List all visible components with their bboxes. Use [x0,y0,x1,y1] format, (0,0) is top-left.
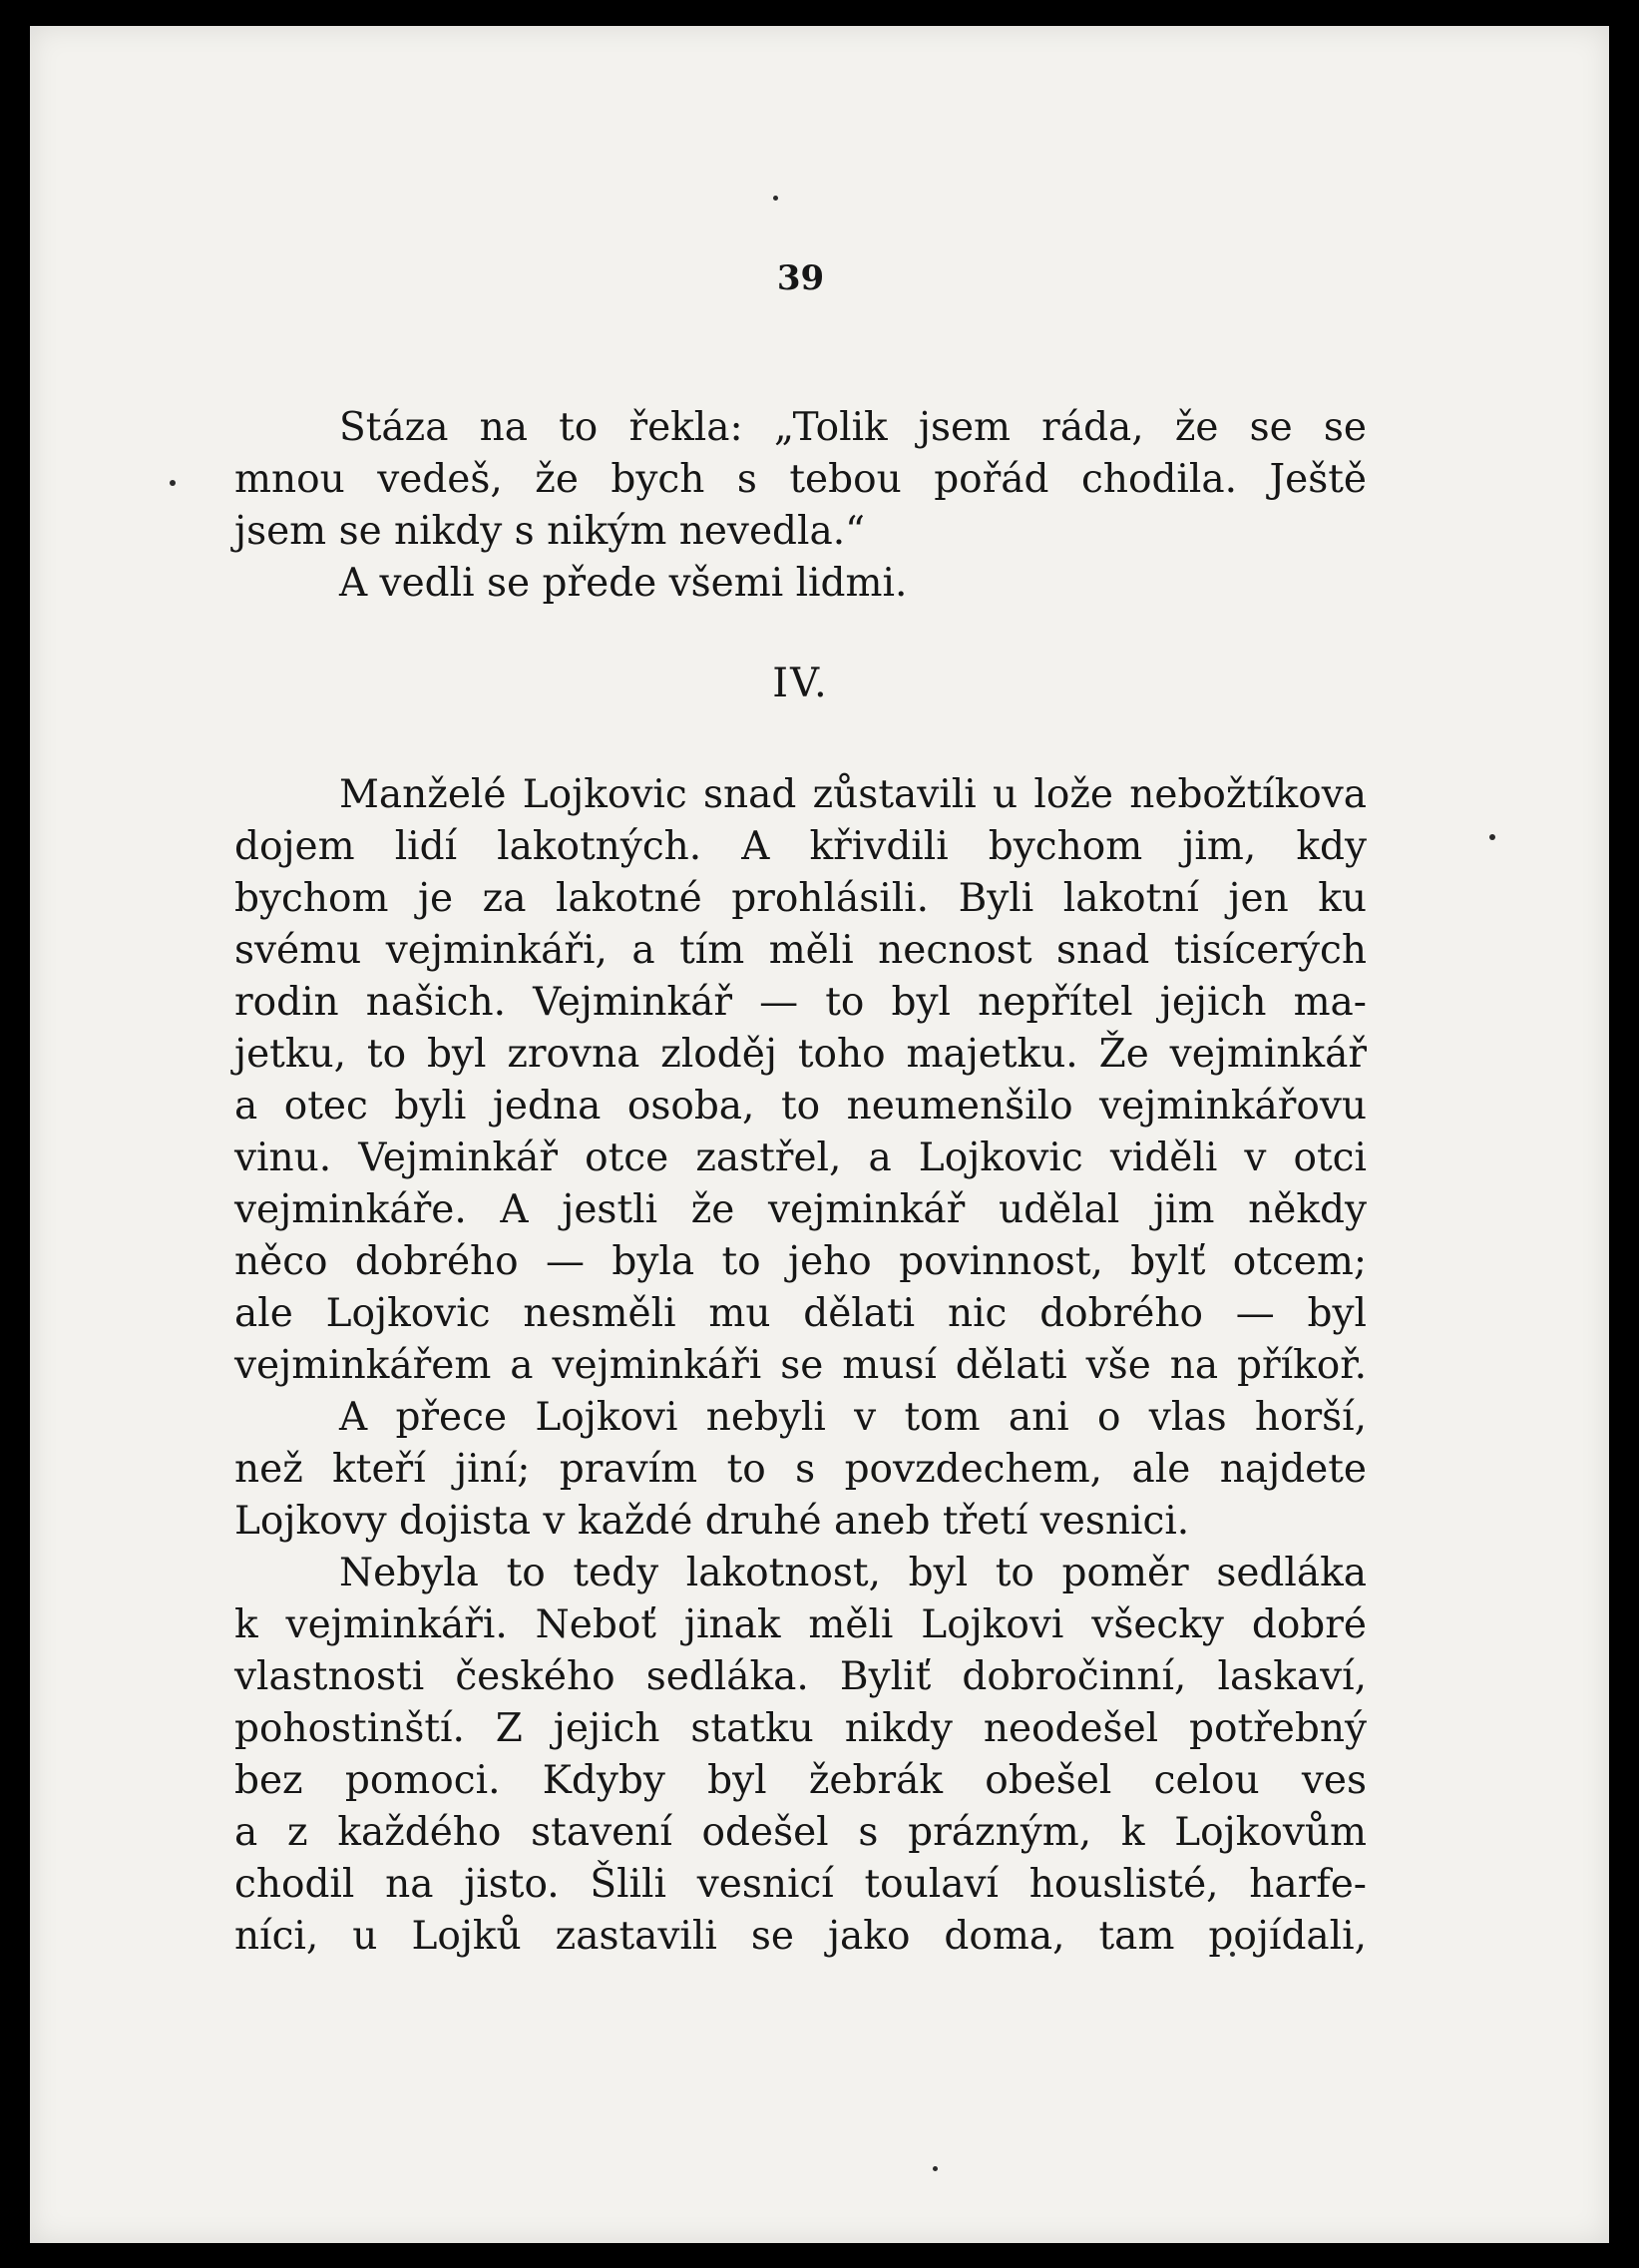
text-line: bychom je za lakotné prohlásili. Byli lakotní jen ku [234,876,1367,921]
paragraph-1 [234,402,1367,558]
text-line: chodil na jisto. Šlili vesnicí toulaví houslisté, harfe- [234,1862,1367,1907]
paragraph-3 [234,769,1367,1392]
chapter-heading: IV. [772,661,829,706]
text-line: A přece Lojkovi nebyli v tom ani o vlas horší, [339,1395,1367,1440]
text-line: vinu. Vejminkář otce zastřel, a Lojkovic viděli v otci [234,1135,1367,1180]
text-line: než kteří jiní; pravím to s povzdechem, ale najdete [234,1447,1367,1492]
ink-speck [170,480,176,486]
text-line: pohostinští. Z jejich statku nikdy neodešel potřebný [234,1706,1367,1751]
text-line: jsem se nikdy s nikým nevedla.“ [234,509,866,554]
text-line: něco dobrého — byla to jeho povinnost, bylť otcem; [234,1239,1367,1284]
paragraph-2 [234,558,1367,610]
ink-speck [773,196,778,201]
book-page [30,26,1609,2243]
text-line: Nebyla to tedy lakotnost, byl to poměr sedláka [339,1551,1367,1595]
text-line: ale Lojkovic nesměli mu dělati nic dobrého — byl [234,1291,1367,1336]
text-line: Lojkovy dojista v každé druhé aneb třetí vesnici. [234,1499,1190,1544]
text-line: vejminkářem a vejminkáři se musí dělati vše na příkoř. [234,1343,1367,1388]
text-line: dojem lidí lakotných. A křivdili bychom jim, kdy [234,824,1367,869]
text-line: mnou vedeš, že bych s tebou pořád chodila. Ještě [234,457,1367,502]
ink-speck [1489,834,1495,840]
text-line: a z každého stavení odešel s prázným, k Lojkovům [234,1810,1367,1855]
text-line: Manželé Lojkovic snad zůstavili u lože nebožtíkova [339,772,1367,817]
text-line: A vedli se přede všemi lidmi. [339,561,908,606]
text-block [234,258,1367,1963]
text-line: níci, u Lojků zastavili se jako doma, tam pojídali, [234,1914,1367,1959]
ink-speck [933,2166,938,2171]
text-line: rodin našich. Vejminkář — to byl nepřítel jejich ma- [234,980,1367,1025]
text-line: svému vejminkáři, a tím měli necnost snad tisícerých [234,928,1367,973]
text-line: a otec byli jedna osoba, to neumenšilo vejminkářovu [234,1084,1367,1129]
paragraph-5 [234,1548,1367,1963]
text-line: k vejminkáři. Neboť jinak měli Lojkovi všecky dobré [234,1602,1367,1647]
text-line: jetku, to byl zrovna zloděj toho majetku. Že vejminkář [234,1032,1367,1077]
page-number: 39 [776,258,825,298]
text-line: vejminkáře. A jestli že vejminkář udělal jim někdy [234,1187,1367,1232]
text-line: vlastnosti českého sedláka. Byliť dobročinní, laskaví, [234,1654,1367,1699]
text-line: Stáza na to řekla: „Tolik jsem ráda, že se se [339,405,1367,450]
text-line: bez pomoci. Kdyby byl žebrák obešel celou ves [234,1758,1367,1803]
paragraph-4 [234,1392,1367,1548]
